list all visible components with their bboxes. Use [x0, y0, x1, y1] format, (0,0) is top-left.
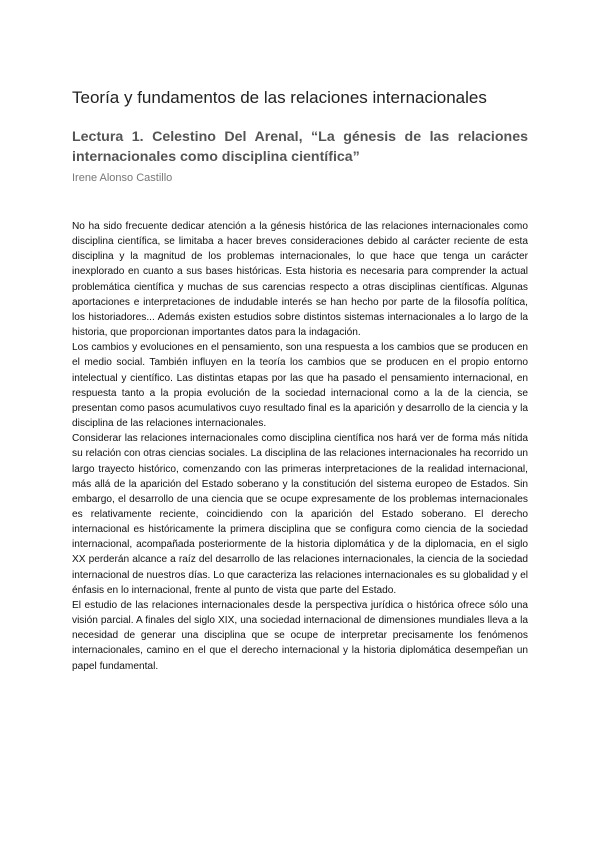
body-paragraph-4: El estudio de las relaciones internacionales desde la perspectiva jurídica o histórica ofrece sólo una visión parcial. A finales del siglo XIX, una sociedad internacional de dimensiones mundiales lleva a la necesidad de generar una disciplina que se ocupe de interpretar precisamente los fenómenos internacionales, camino en el que el derecho internacional y la historia diplomática desempeñan un papel fundamental. — [72, 599, 528, 672]
document-title: Teoría y fundamentos de las relaciones internacionales — [72, 88, 487, 107]
body-paragraph-3: Considerar las relaciones internacionales como disciplina científica nos hará ver de forma más nítida su relación con otras ciencias sociales. La disciplina de las relaciones internacionales ha recorrido un largo trayecto histórico, comenzando con las primeras interpretaciones de la realidad internacional, más allá de la aparición del Estado soberano y la constitución del sistema europeo de Estados. Sin embargo, el desarrollo de una ciencia que se ocupe expresamente de los problemas internacionales es relativamente reciente, coincidiendo con la aparición del Estado soberano. El derecho internacional es históricamente la primera disciplina que se configura como ciencia de la sociedad internacional, acompañada posteriormente de la historia diplomática y de la diplomacia, en el siglo XX perderán alcance a raíz del desarrollo de las relaciones internacionales, la ciencia de la sociedad internacional de nuestros días. Lo que caracteriza las relaciones internacionales es su globalidad y el énfasis en lo internacional, frente al punto de vista que parte del Estado. — [72, 433, 528, 596]
body-paragraph-1: No ha sido frecuente dedicar atención a la génesis histórica de las relaciones internacionales como disciplina científica, se limitaba a hacer breves consideraciones debido al carácter reciente de esta disciplina y la magnitud de los problemas internacionales, lo que hace que tenga un carácter inexplorado en cuanto a sus bases históricas. Esta historia es necesaria para comprender la actual problemática científica y muchas de sus carencias respecto a otras disciplinas científicas. Algunas aportaciones e interpretaciones de indudable interés se han hecho por parte de la filosofía política, los historiadores... Además existen estudios sobre distintos sistemas internacionales a lo largo de la historia, que proporcionan importantes datos para la indagación. — [72, 221, 528, 339]
document-subtitle: Lectura 1. Celestino Del Arenal, “La génesis de las relaciones internacionales como disciplina científica” — [72, 129, 528, 165]
document-author: Irene Alonso Castillo — [72, 172, 173, 184]
document-body — [72, 219, 528, 674]
body-paragraph-2: Los cambios y evoluciones en el pensamiento, son una respuesta a los cambios que se producen en el medio social. También influyen en la teoría los cambios que se producen en el propio entorno intelectual y científico. Las distintas etapas por las que ha pasado el pensamiento internacional, en respuesta tanto a la propia evolución de la sociedad internacional como a la de la ciencia, se presentan como pasos acumulativos cuyo resultado final es la aparición y desarrollo de la ciencia y la disciplina de las relaciones internacionales. — [72, 342, 528, 430]
